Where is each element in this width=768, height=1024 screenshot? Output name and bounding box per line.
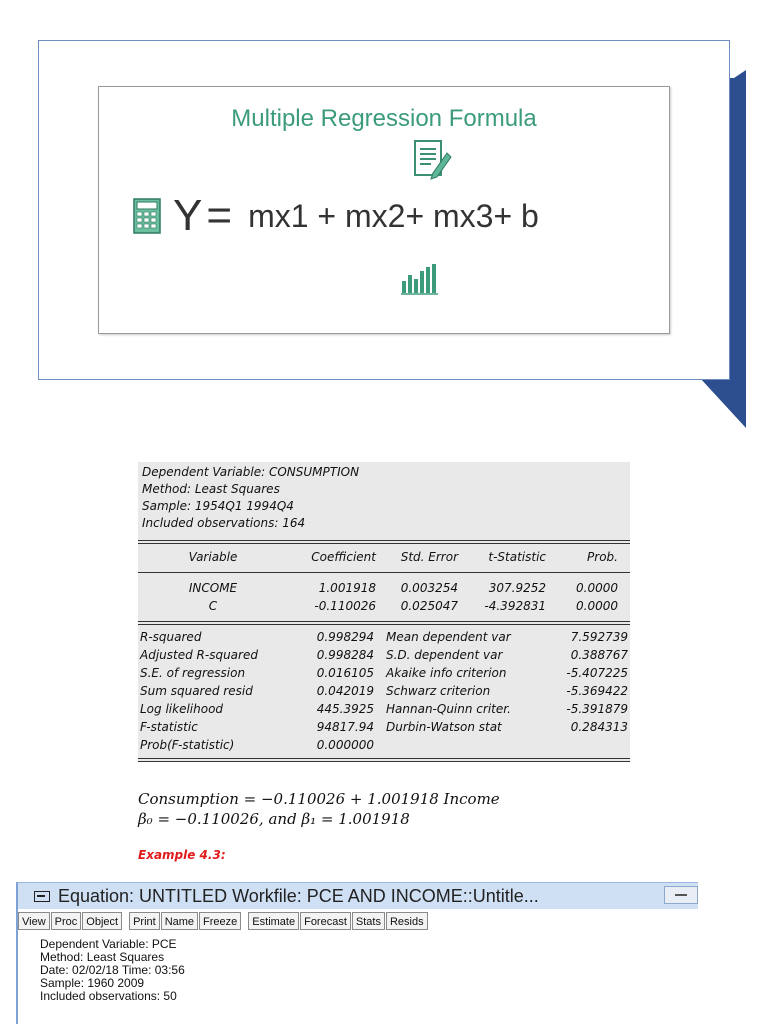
divider [138,758,630,762]
cell: F-statistic [140,720,198,734]
eviews-equation-window [16,882,698,1024]
cell: 307.9252 [488,581,546,595]
stats-button[interactable]: Stats [352,912,385,930]
cell: Mean dependent var [386,630,511,644]
table-row [138,579,630,597]
cell: Schwarz criterion [386,684,491,698]
window-menu-icon[interactable] [34,891,50,902]
regression-header [138,462,630,540]
cell: 0.003254 [400,581,458,595]
example-label: Example 4.3: [138,848,226,862]
formula-y: Y [173,191,203,240]
output-line: Method: Least Squares [40,950,165,964]
stat-row [138,718,630,736]
cell [566,736,628,754]
cell: 0.025047 [400,599,458,613]
header-line: Sample: 1954Q1 1994Q4 [142,499,294,513]
window-title: Equation: UNTITLED Workfile: PCE AND INCOME::Untitle... [58,885,539,906]
equation-output [40,938,185,1003]
formula-equals: = [206,191,233,240]
cell: -4.392831 [484,599,546,613]
cell: 0.0000 [576,599,618,613]
minimize-button[interactable] [664,886,698,904]
card-accent-bottom [700,378,746,428]
name-button[interactable]: Name [161,912,198,930]
cell: 0.998294 [316,630,374,644]
cell: 7.592739 [570,630,628,644]
formula-row [133,189,539,243]
cell: 0.042019 [316,684,374,698]
document-pencil-icon [413,139,453,181]
column-header-row [138,548,630,566]
cell: C [208,599,218,613]
column-header: Std. Error [400,550,458,564]
cell: R-squared [140,630,202,644]
formula-box [98,86,670,334]
cell: 0.284313 [570,720,628,734]
cell: Log likelihood [140,702,224,716]
header-line: Method: Least Squares [142,482,280,496]
cell: -5.407225 [566,666,628,680]
cell: 0.016105 [316,666,374,680]
coefficient-summary: β₀ = −0.110026, and β₁ = 1.001918 [138,810,410,828]
column-header: Coefficient [311,550,376,564]
divider [138,540,630,544]
cell: Sum squared resid [140,684,253,698]
cell: INCOME [188,581,238,595]
estimate-button[interactable]: Estimate [248,912,299,930]
column-header: Prob. [587,550,618,564]
output-line: Included observations: 50 [40,989,177,1003]
cell: Adjusted R-squared [140,648,258,662]
column-header: t-Statistic [488,550,546,564]
stat-row [138,628,630,646]
coefficient-rows [138,573,630,621]
cell: -0.110026 [314,599,376,613]
formula-terms: mx1 + mx2+ mx3+ b [248,197,539,234]
table-row [138,597,630,615]
cell: S.E. of regression [140,666,246,680]
cell: -5.391879 [566,702,628,716]
stat-row [138,700,630,718]
bar-chart-icon [401,263,439,295]
stat-row [138,646,630,664]
object-button[interactable]: Object [82,912,122,930]
resids-button[interactable]: Resids [386,912,428,930]
column-header: Variable [188,550,238,564]
cell: 0.0000 [576,581,618,595]
window-titlebar[interactable] [18,882,698,909]
stat-row [138,736,630,754]
stat-row [138,664,630,682]
calculator-icon [133,198,161,234]
cell: 445.3925 [316,702,374,716]
cell: 0.000000 [316,738,374,752]
output-line: Dependent Variable: PCE [40,937,177,951]
regression-equation: Consumption = −0.110026 + 1.001918 Income [138,790,500,808]
print-button[interactable]: Print [129,912,160,930]
cell: Durbin-Watson stat [386,720,502,734]
cell: Prob(F-statistic) [140,738,235,752]
header-line: Dependent Variable: CONSUMPTION [142,465,360,479]
cell: 0.388767 [570,648,628,662]
proc-button[interactable]: Proc [51,912,82,930]
cell: -5.369422 [566,684,628,698]
header-line: Included observations: 164 [142,516,306,530]
card-accent-notch [728,70,746,82]
cell: 94817.94 [316,720,374,734]
output-line: Sample: 1960 2009 [40,976,145,990]
card-accent-side [728,78,746,408]
cell: 0.998284 [316,648,374,662]
cell [374,736,566,754]
view-button[interactable]: View [18,912,50,930]
forecast-button[interactable]: Forecast [300,912,351,930]
cell: Akaike info criterion [386,666,507,680]
freeze-button[interactable]: Freeze [199,912,241,930]
summary-stats [138,625,630,758]
stat-row [138,682,630,700]
regression-output [138,462,630,762]
output-line: Date: 02/02/18 Time: 03:56 [40,963,185,977]
cell: 1.001918 [318,581,376,595]
cell: Hannan-Quinn criter. [386,702,511,716]
equation-toolbar [18,910,429,932]
cell: S.D. dependent var [386,648,503,662]
formula-title: Multiple Regression Formula [231,105,537,132]
